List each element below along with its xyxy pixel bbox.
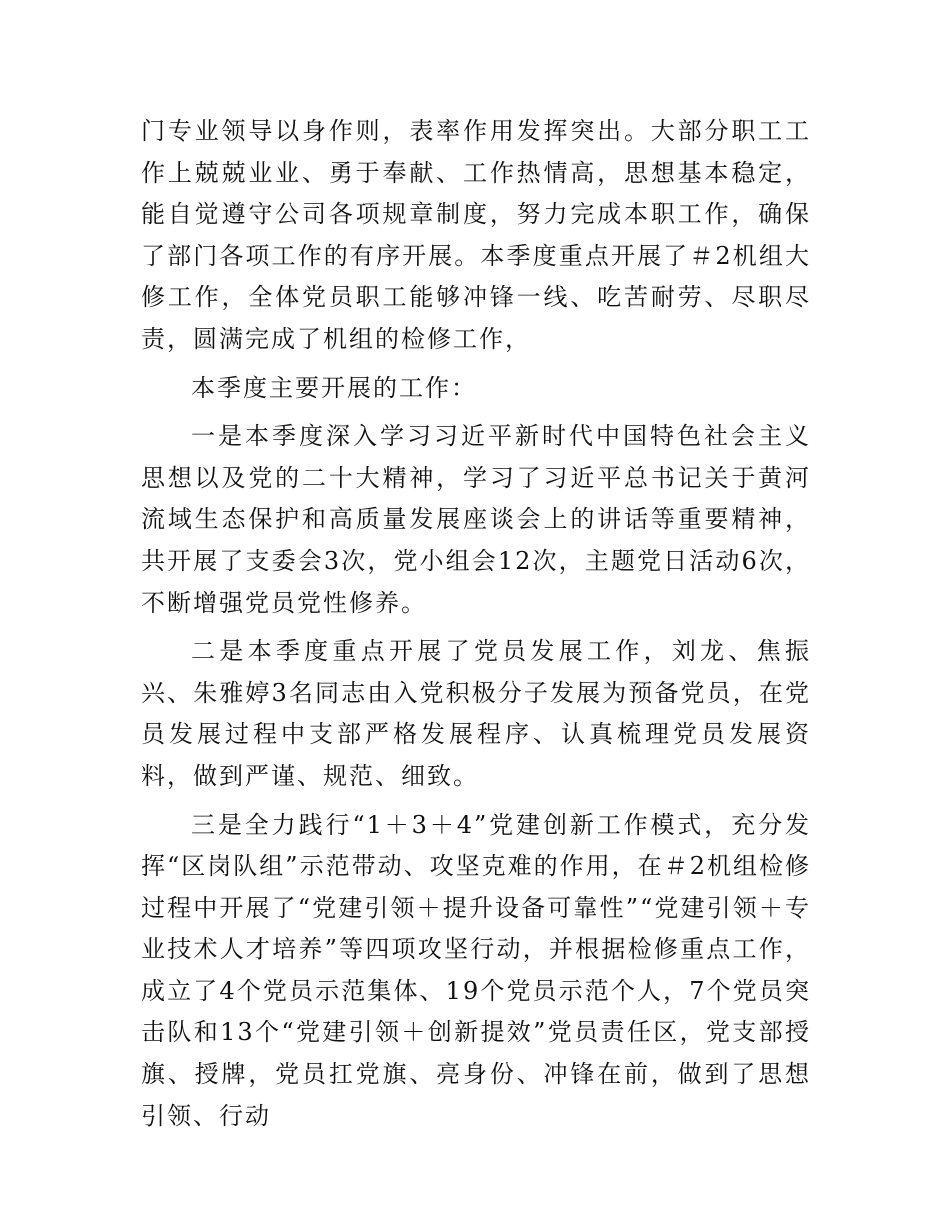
paragraph-work-heading: 本季度主要开展的工作： [191, 373, 477, 402]
paragraph-item-one: 一是本季度深入学习习近平新时代中国特色社会主义思想以及党的二十大精神，学习了习近平总书记关于黄河流域生态保护和高质量发展座谈会上的讲话等重要精神，共开展了支委会3次，党小组会12次，主题党日活动6次，不断增强党员党性修养。 [141, 422, 811, 617]
paragraph-item-two: 二是本季度重点开展了党员发展工作，刘龙、焦振兴、朱雅婷3名同志由入党积极分子发展为预备党员，在党员发展过程中支部严格发展程序、认真梳理党员发展资料，做到严谨、规范、细致。 [141, 637, 811, 790]
paragraph-continued: 门专业领导以身作则，表率作用发挥突出。大部分职工工作上兢兢业业、勇于奉献、工作热情高，思想基本稳定，能自觉遵守公司各项规章制度，努力完成本职工作，确保了部门各项工作的有序开展。本季度重点开展了＃2机组大修工作，全体党员职工能够冲锋一线、吃苦耐劳、尽职尽责，圆满完成了机组的检修工作， [141, 117, 811, 353]
paragraph-item-three: 三是全力践行“1＋3＋4”党建创新工作模式，充分发挥“区岗队组”示范带动、攻坚克难的作用，在＃2机组检修过程中开展了“党建引领＋提升设备可靠性”“党建引领＋专业技术人才培养”等四项攻坚行动，并根据检修重点工作，成立了4个党员示范集体、19个党员示范个人，7个党员突击队和13个“党建引领＋创新提效”党员责任区，党支部授旗、授牌，党员扛党旗、亮身份、冲锋在前，做到了思想引领、行动 [141, 810, 811, 1130]
document-body [141, 111, 811, 1137]
